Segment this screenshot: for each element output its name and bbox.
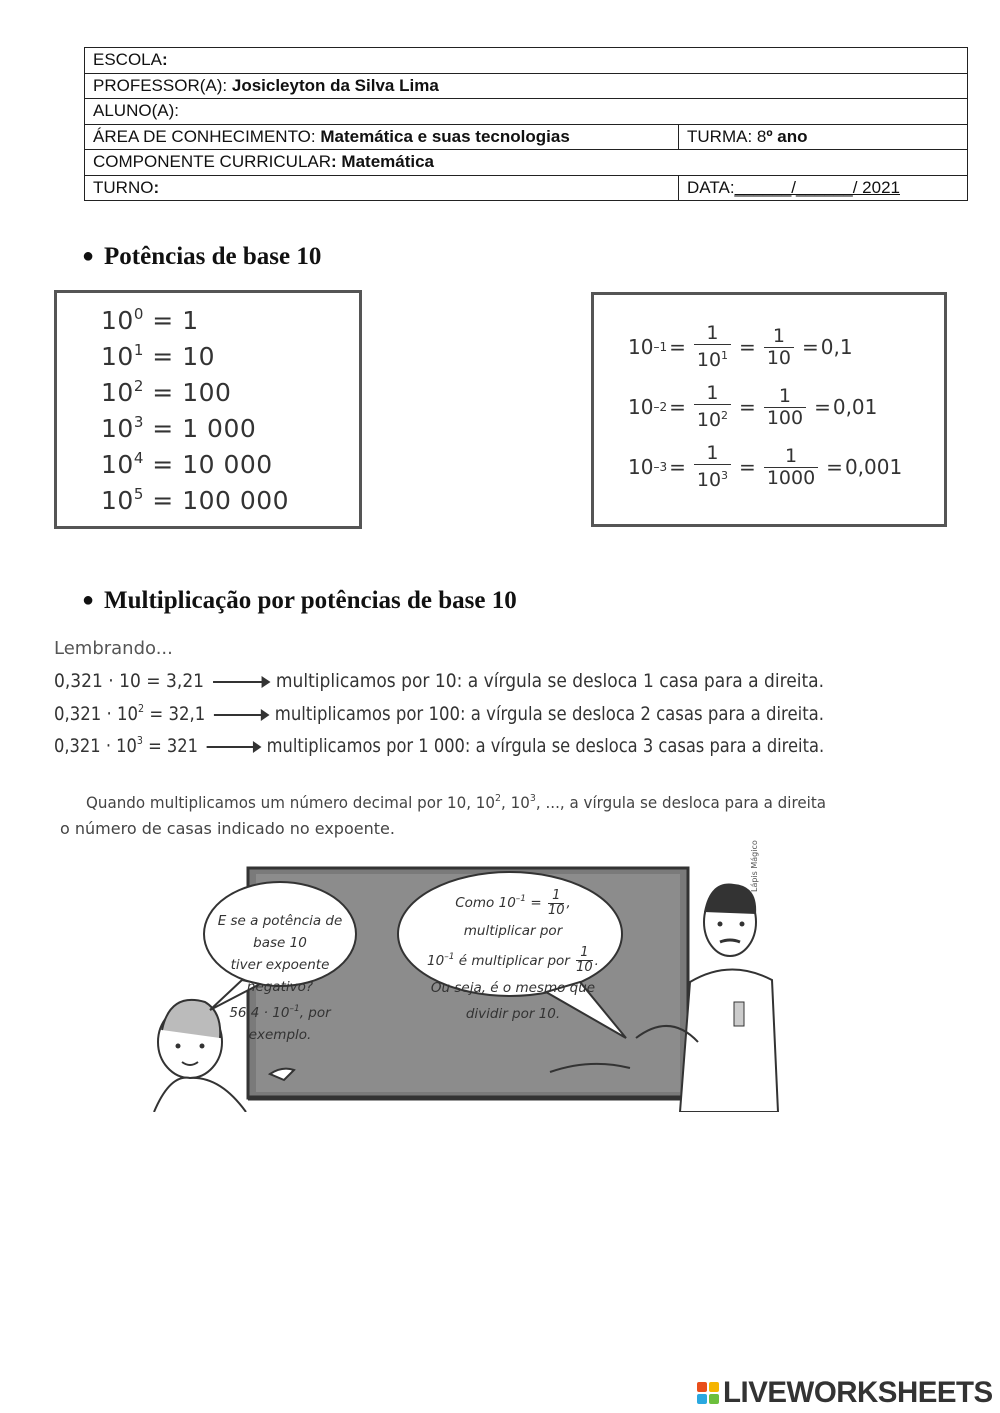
- teacher-speech-bubble: Como $10^{-1}$ = $\frac{1}{10}$ , multiplicar por $10^{-1}$ é multiplicar por $\frac{1}{10}$ . Ou seja, é o mesmo que dividir por 10.: [427, 887, 599, 1022]
- positive-powers-box: [54, 290, 362, 529]
- power-row: $10^5 = 100$ 000: [101, 485, 290, 515]
- bullet-icon: ●: [82, 245, 95, 267]
- rule-text: Quando multiplicamos um número decimal por 10, $10^2$, $10^3$, ..., a vírgula se desloca para a direita: [86, 793, 826, 812]
- bullet-icon: ●: [82, 589, 95, 611]
- remember-title: Lembrando...: [54, 638, 173, 659]
- data-cell[interactable]: DATA:______/______/ 2021: [679, 175, 968, 201]
- section-title-multiplication: ● Multiplicação por potências de base 10: [82, 587, 517, 614]
- remember-line: 0,321 · 10 = 3,21 multiplicamos por 10: a vírgula se desloca 1 casa para a direita.: [54, 670, 825, 692]
- liveworksheets-logo[interactable]: [697, 1376, 998, 1410]
- remember-line: $0,321 \cdot 10^2 = 32,1$ multiplicamos por 100: a vírgula se desloca 2 casas para a direita.: [54, 702, 825, 725]
- power-row: $10^0 = 1$: [101, 305, 199, 335]
- classroom-illustration: [150, 840, 790, 1112]
- power-row: $10^3 = 1$ 000: [101, 413, 257, 443]
- escola-cell: ESCOLA:: [85, 48, 968, 74]
- negative-power-row: 10 –2 = $\frac{1}{10^2}$ = $\frac{1}{100}$ = 0,01: [628, 382, 878, 431]
- rule-text-2: o número de casas indicado no expoente.: [60, 819, 395, 838]
- power-row: $10^4 = 10$ 000: [101, 449, 273, 479]
- liveworksheets-logo-icon: [697, 1382, 719, 1404]
- negative-power-row: 10 –1 = $\frac{1}{10^1}$ = $\frac{1}{10}$ = 0,1: [628, 322, 853, 371]
- aluno-cell[interactable]: ALUNO(A):: [85, 99, 968, 125]
- turma-cell: TURMA: 8º ano: [679, 124, 968, 150]
- date-field[interactable]: ______/______/ 2021: [734, 177, 900, 197]
- arrow-right-icon: [207, 746, 260, 748]
- illustration-credit: Lápis Mágico: [750, 840, 759, 892]
- professor-cell: PROFESSOR(A): Josicleyton da Silva Lima: [85, 73, 968, 99]
- turno-cell[interactable]: TURNO:: [85, 175, 679, 201]
- section-title-powers: ● Potências de base 10: [82, 243, 322, 270]
- negative-power-row: 10 –3 = $\frac{1}{10^3}$ = $\frac{1}{1000}$ = 0,001: [628, 442, 903, 491]
- negative-powers-box: [591, 292, 947, 527]
- remember-line: $0,321 \cdot 10^3 = 321$ multiplicamos por 1 000: a vírgula se desloca 3 casas para a direita.: [54, 734, 825, 757]
- header-table: [84, 47, 968, 201]
- power-row: $10^1 = 10$: [101, 341, 216, 371]
- girl-speech-bubble: E se a potência de base 10 tiver expoente negativo? $56,4 \cdot 10^{-1}$, por exemplo.: [217, 913, 343, 1043]
- area-cell: ÁREA DE CONHECIMENTO: Matemática e suas tecnologias: [85, 124, 679, 150]
- power-row: $10^2 = 100$: [101, 377, 232, 407]
- logo-text: LIVEWORKSHEETS: [723, 1376, 993, 1409]
- componente-cell: COMPONENTE CURRICULAR: Matemática: [85, 150, 968, 176]
- arrow-right-icon: [213, 681, 269, 683]
- arrow-right-icon: [214, 714, 268, 716]
